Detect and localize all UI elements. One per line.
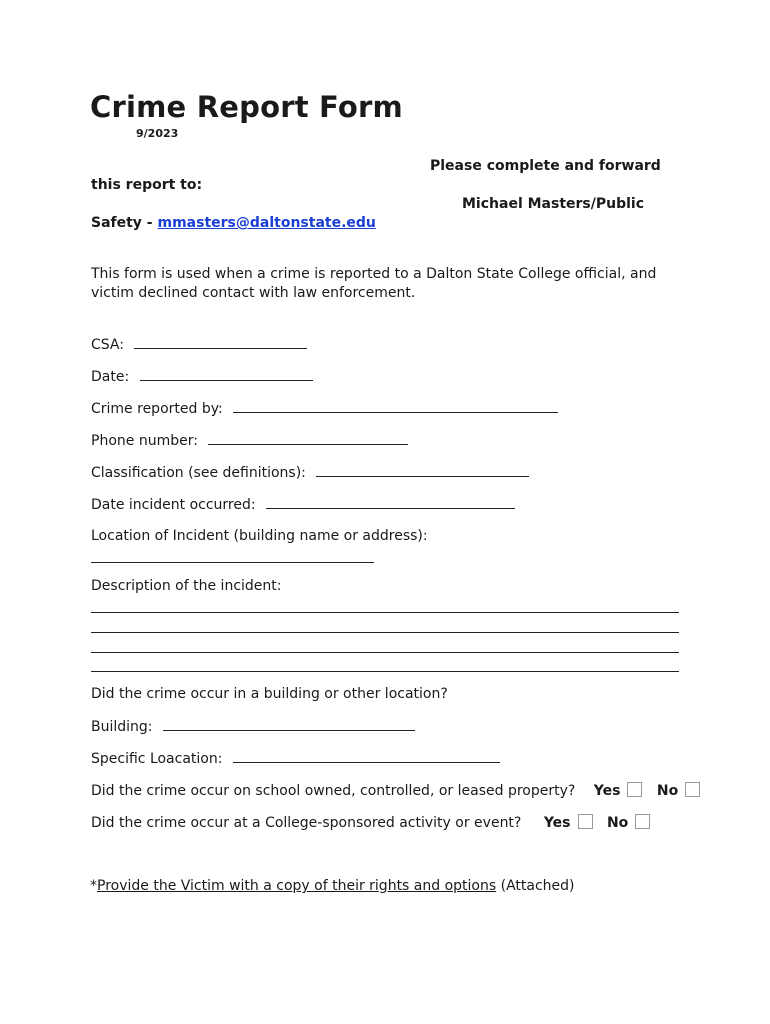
school-property-question: Did the crime occur on school owned, controlled, or leased property? [91,783,576,799]
school-property-yes-checkbox[interactable] [627,782,642,797]
classification-field[interactable] [316,464,529,477]
safety-label: Safety - [91,215,158,231]
email-link[interactable]: mmasters@daltonstate.edu [157,215,376,231]
description-label: Description of the incident: [91,578,282,594]
page-title: Crime Report Form [90,90,403,124]
classification-label: Classification (see definitions): [91,465,306,481]
description-line-1[interactable] [91,612,679,613]
description-line-4[interactable] [91,671,679,672]
college-event-no-checkbox[interactable] [635,814,650,829]
asterisk: * [90,878,97,894]
location-field[interactable] [91,562,374,563]
phone-row [91,432,408,449]
specific-location-row [91,750,500,767]
specific-location-field[interactable] [233,750,500,763]
reported-by-field[interactable] [233,400,558,413]
phone-field[interactable] [208,432,408,445]
no-label: No [656,783,679,799]
date-occurred-label: Date incident occurred: [91,497,256,513]
date-occurred-field[interactable] [266,496,515,509]
forward-line-1: Please complete and forward [430,158,661,174]
date-label: Date: [91,369,130,385]
specific-location-label: Specific Loacation: [91,751,223,767]
reported-by-row [91,400,558,417]
date-row [91,368,313,385]
forward-recipient: Michael Masters/Public [462,196,645,212]
building-row [91,718,415,735]
school-property-row [91,782,700,799]
yes-label: Yes [543,815,571,831]
no-label: No [606,815,629,831]
forward-line-2: this report to: [91,177,203,193]
rights-footer [90,878,575,894]
college-event-row [91,814,650,831]
csa-field[interactable] [134,336,307,349]
building-field[interactable] [163,718,415,731]
yes-label: Yes [593,783,621,799]
building-label: Building: [91,719,153,735]
intro-line-1: This form is used when a crime is reported to a Dalton State College official, and [91,266,657,282]
college-event-yes-checkbox[interactable] [578,814,593,829]
date-occurred-row [91,496,515,513]
building-or-other-question: Did the crime occur in a building or other location? [91,686,448,702]
classification-row [91,464,529,481]
form-date: 9/2023 [136,127,179,140]
description-line-3[interactable] [91,652,679,653]
csa-label: CSA: [91,337,124,353]
attached-note: (Attached) [496,878,575,894]
location-label: Location of Incident (building name or address): [91,528,428,544]
description-line-2[interactable] [91,632,679,633]
csa-row [91,336,307,353]
intro-line-2: victim declined contact with law enforcement. [91,285,416,301]
college-event-question: Did the crime occur at a College-sponsored activity or event? [91,815,522,831]
rights-link[interactable]: Provide the Victim with a copy of their rights and options [97,878,497,894]
school-property-no-checkbox[interactable] [685,782,700,797]
forward-line-4 [91,215,376,231]
reported-by-label: Crime reported by: [91,401,223,417]
date-field[interactable] [140,368,313,381]
phone-label: Phone number: [91,433,198,449]
